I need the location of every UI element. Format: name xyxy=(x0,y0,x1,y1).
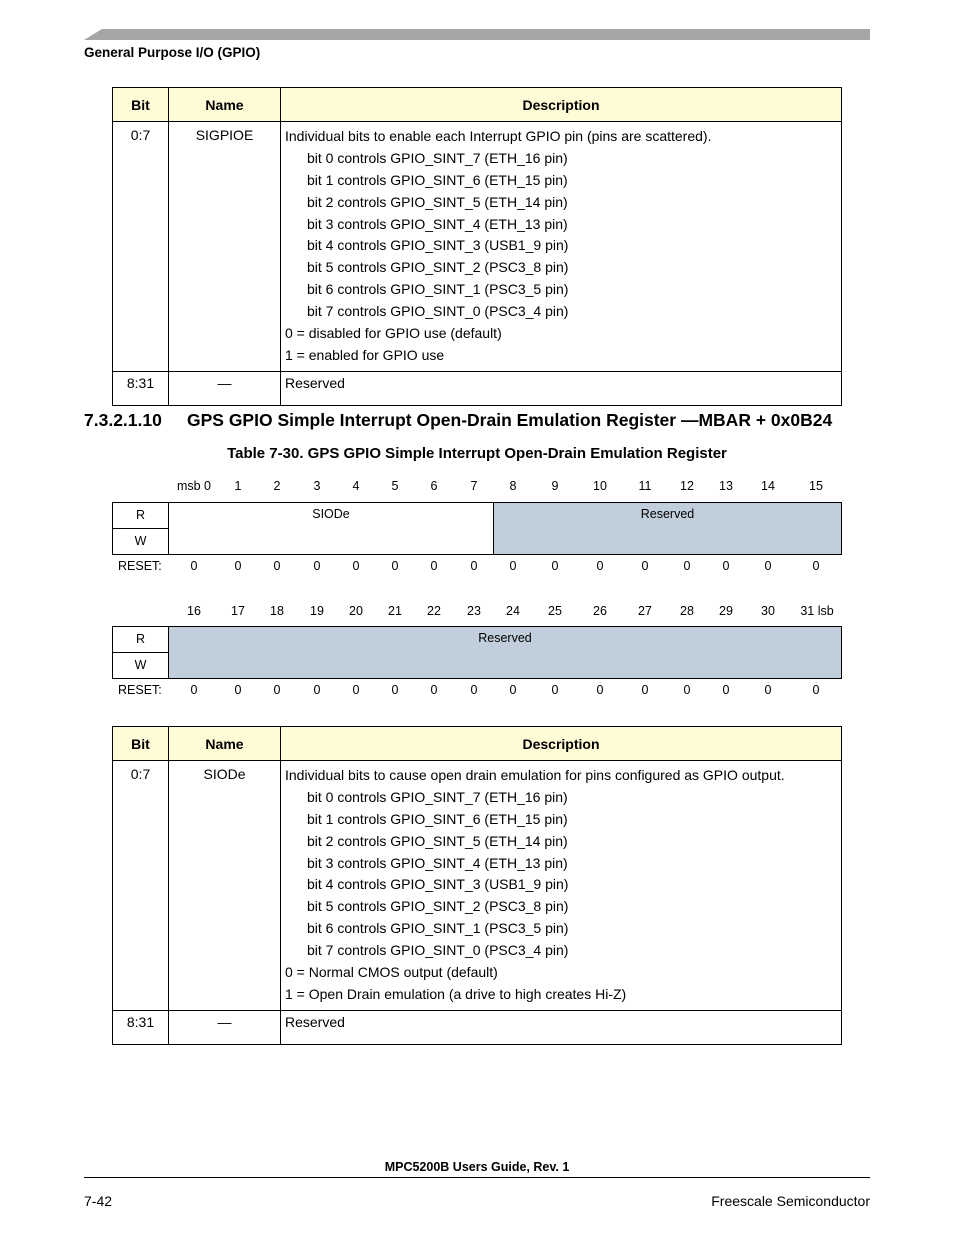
description-line: Individual bits to enable each Interrupt GPIO pin (pins are scattered). xyxy=(285,128,712,144)
cell-description xyxy=(281,761,842,1011)
bit-number: 22 xyxy=(427,604,441,618)
footer-page-number: 7-42 xyxy=(84,1193,113,1209)
bit-number: 26 xyxy=(593,604,607,618)
description-line: bit 4 controls GPIO_SINT_3 (USB1_9 pin) xyxy=(307,237,569,254)
bit-number: 29 xyxy=(719,604,733,618)
register-lower-box xyxy=(112,626,842,679)
bit-number: 14 xyxy=(761,479,775,493)
bit-number: 15 xyxy=(809,479,823,493)
bit-number: 18 xyxy=(270,604,284,618)
reset-value: 0 xyxy=(641,559,649,573)
reset-value: 0 xyxy=(391,683,399,697)
table-title: Table 7-30. GPS GPIO Simple Interrupt Open-Drain Emulation Register xyxy=(227,445,727,462)
bit-number: 25 xyxy=(548,604,562,618)
cell-name: — xyxy=(169,371,281,405)
reset-label: RESET: xyxy=(118,559,162,573)
reset-value: 0 xyxy=(430,559,438,573)
description-line: Individual bits to cause open drain emulation for pins configured as GPIO output. xyxy=(285,767,785,783)
siode-description-table xyxy=(112,726,842,1045)
field-siode: SIODe xyxy=(169,503,494,554)
reset-value: 0 xyxy=(764,683,772,697)
bit-number: msb 0 xyxy=(176,479,212,493)
table-row xyxy=(113,1010,842,1044)
bit-number: 1 xyxy=(234,479,242,493)
reset-value: 0 xyxy=(722,683,730,697)
reset-value: 0 xyxy=(234,683,242,697)
cell-bit: 8:31 xyxy=(113,1010,169,1044)
description-line: bit 7 controls GPIO_SINT_0 (PSC3_4 pin) xyxy=(307,303,569,320)
cell-bit: 0:7 xyxy=(113,122,169,372)
bit-number: 23 xyxy=(467,604,481,618)
footer-divider xyxy=(84,1177,870,1178)
description-line: bit 5 controls GPIO_SINT_2 (PSC3_8 pin) xyxy=(307,259,569,276)
bit-number: 21 xyxy=(388,604,402,618)
reset-value: 0 xyxy=(812,559,820,573)
sigpioe-description-table xyxy=(112,87,842,406)
read-row-label: R xyxy=(113,627,169,653)
write-row-label: W xyxy=(113,529,169,555)
reset-value: 0 xyxy=(313,683,321,697)
table-row xyxy=(113,371,842,405)
bit-number: 20 xyxy=(349,604,363,618)
description-line: 0 = Normal CMOS output (default) xyxy=(285,964,498,981)
read-row-label: R xyxy=(113,503,169,529)
reset-value: 0 xyxy=(273,559,281,573)
bit-number: 13 xyxy=(719,479,733,493)
bit-number: 8 xyxy=(509,479,517,493)
bit-number: 11 xyxy=(638,479,652,493)
reset-value: 0 xyxy=(683,683,691,697)
description-line: bit 3 controls GPIO_SINT_4 (ETH_13 pin) xyxy=(307,854,568,871)
reset-value: 0 xyxy=(273,683,281,697)
bit-number: 16 xyxy=(187,604,201,618)
description-line: bit 7 controls GPIO_SINT_0 (PSC3_4 pin) xyxy=(307,942,569,959)
table-row xyxy=(113,761,842,1011)
running-title: General Purpose I/O (GPIO) xyxy=(84,45,261,60)
cell-bit: 0:7 xyxy=(113,761,169,1011)
reset-value: 0 xyxy=(509,683,517,697)
reset-value: 0 xyxy=(234,559,242,573)
header-name: Name xyxy=(169,727,281,761)
bit-number: 2 xyxy=(273,479,281,493)
description-line: bit 6 controls GPIO_SINT_1 (PSC3_5 pin) xyxy=(307,920,569,937)
bit-number: 27 xyxy=(638,604,652,618)
cell-name: — xyxy=(169,1010,281,1044)
description-line: bit 6 controls GPIO_SINT_1 (PSC3_5 pin) xyxy=(307,281,569,298)
reset-value: 0 xyxy=(551,683,559,697)
section-number: 7.3.2.1.10 xyxy=(84,410,162,430)
description-line: bit 1 controls GPIO_SINT_6 (ETH_15 pin) xyxy=(307,810,568,827)
header-description: Description xyxy=(281,88,842,122)
bit-number: 6 xyxy=(430,479,438,493)
reset-value: 0 xyxy=(683,559,691,573)
section-heading xyxy=(84,410,832,431)
reset-value: 0 xyxy=(551,559,559,573)
footer-company: Freescale Semiconductor xyxy=(711,1193,870,1209)
cell-name: SIGPIOE xyxy=(169,122,281,372)
description-line: bit 0 controls GPIO_SINT_7 (ETH_16 pin) xyxy=(307,788,568,805)
header-bit: Bit xyxy=(113,88,169,122)
cell-description: Reserved xyxy=(281,371,842,405)
description-line: bit 3 controls GPIO_SINT_4 (ETH_13 pin) xyxy=(307,215,568,232)
reset-value: 0 xyxy=(391,559,399,573)
bit-number: 28 xyxy=(680,604,694,618)
reset-value: 0 xyxy=(430,683,438,697)
bit-number: 30 xyxy=(761,604,775,618)
cell-description xyxy=(281,122,842,372)
bit-number: 7 xyxy=(470,479,478,493)
reset-value: 0 xyxy=(352,559,360,573)
bit-number: 19 xyxy=(310,604,324,618)
bit-number: 31 lsb xyxy=(800,604,834,618)
cell-description: Reserved xyxy=(281,1010,842,1044)
description-line: bit 4 controls GPIO_SINT_3 (USB1_9 pin) xyxy=(307,876,569,893)
header-description: Description xyxy=(281,727,842,761)
cell-name: SIODe xyxy=(169,761,281,1011)
bit-number: 5 xyxy=(391,479,399,493)
table-row xyxy=(113,122,842,372)
reset-value: 0 xyxy=(812,683,820,697)
footer-doc-title: MPC5200B Users Guide, Rev. 1 xyxy=(384,1160,570,1174)
reset-value: 0 xyxy=(190,683,198,697)
bit-number: 3 xyxy=(313,479,321,493)
header-bit: Bit xyxy=(113,727,169,761)
reset-value: 0 xyxy=(470,559,478,573)
bit-number: 24 xyxy=(506,604,520,618)
bit-number: 10 xyxy=(593,479,607,493)
reset-value: 0 xyxy=(764,559,772,573)
section-title: GPS GPIO Simple Interrupt Open-Drain Emulation Register —MBAR + 0x0B24 xyxy=(187,410,833,430)
table-header-row xyxy=(113,88,842,122)
table-header-row xyxy=(113,727,842,761)
description-line: 0 = disabled for GPIO use (default) xyxy=(285,325,502,342)
header-name: Name xyxy=(169,88,281,122)
description-line: bit 2 controls GPIO_SINT_5 (ETH_14 pin) xyxy=(307,832,568,849)
reset-value: 0 xyxy=(722,559,730,573)
reset-value: 0 xyxy=(596,559,604,573)
description-line: bit 2 controls GPIO_SINT_5 (ETH_14 pin) xyxy=(307,193,568,210)
register-upper-box xyxy=(112,502,842,555)
reset-value: 0 xyxy=(509,559,517,573)
field-reserved: Reserved xyxy=(169,627,841,678)
write-row-label: W xyxy=(113,653,169,679)
reset-value: 0 xyxy=(470,683,478,697)
reset-value: 0 xyxy=(190,559,198,573)
reset-value: 0 xyxy=(313,559,321,573)
reset-value: 0 xyxy=(641,683,649,697)
reset-value: 0 xyxy=(596,683,604,697)
description-line: 1 = enabled for GPIO use xyxy=(285,346,445,363)
header-bar xyxy=(84,29,870,40)
bit-number: 4 xyxy=(352,479,360,493)
field-reserved: Reserved xyxy=(494,503,841,554)
bit-number: 9 xyxy=(551,479,559,493)
description-line: 1 = Open Drain emulation (a drive to high creates Hi-Z) xyxy=(285,985,627,1002)
description-line: bit 0 controls GPIO_SINT_7 (ETH_16 pin) xyxy=(307,149,568,166)
bit-number: 17 xyxy=(231,604,245,618)
reset-label: RESET: xyxy=(118,683,162,697)
description-line: bit 5 controls GPIO_SINT_2 (PSC3_8 pin) xyxy=(307,898,569,915)
bit-number: 12 xyxy=(680,479,694,493)
description-line: bit 1 controls GPIO_SINT_6 (ETH_15 pin) xyxy=(307,171,568,188)
reset-value: 0 xyxy=(352,683,360,697)
cell-bit: 8:31 xyxy=(113,371,169,405)
